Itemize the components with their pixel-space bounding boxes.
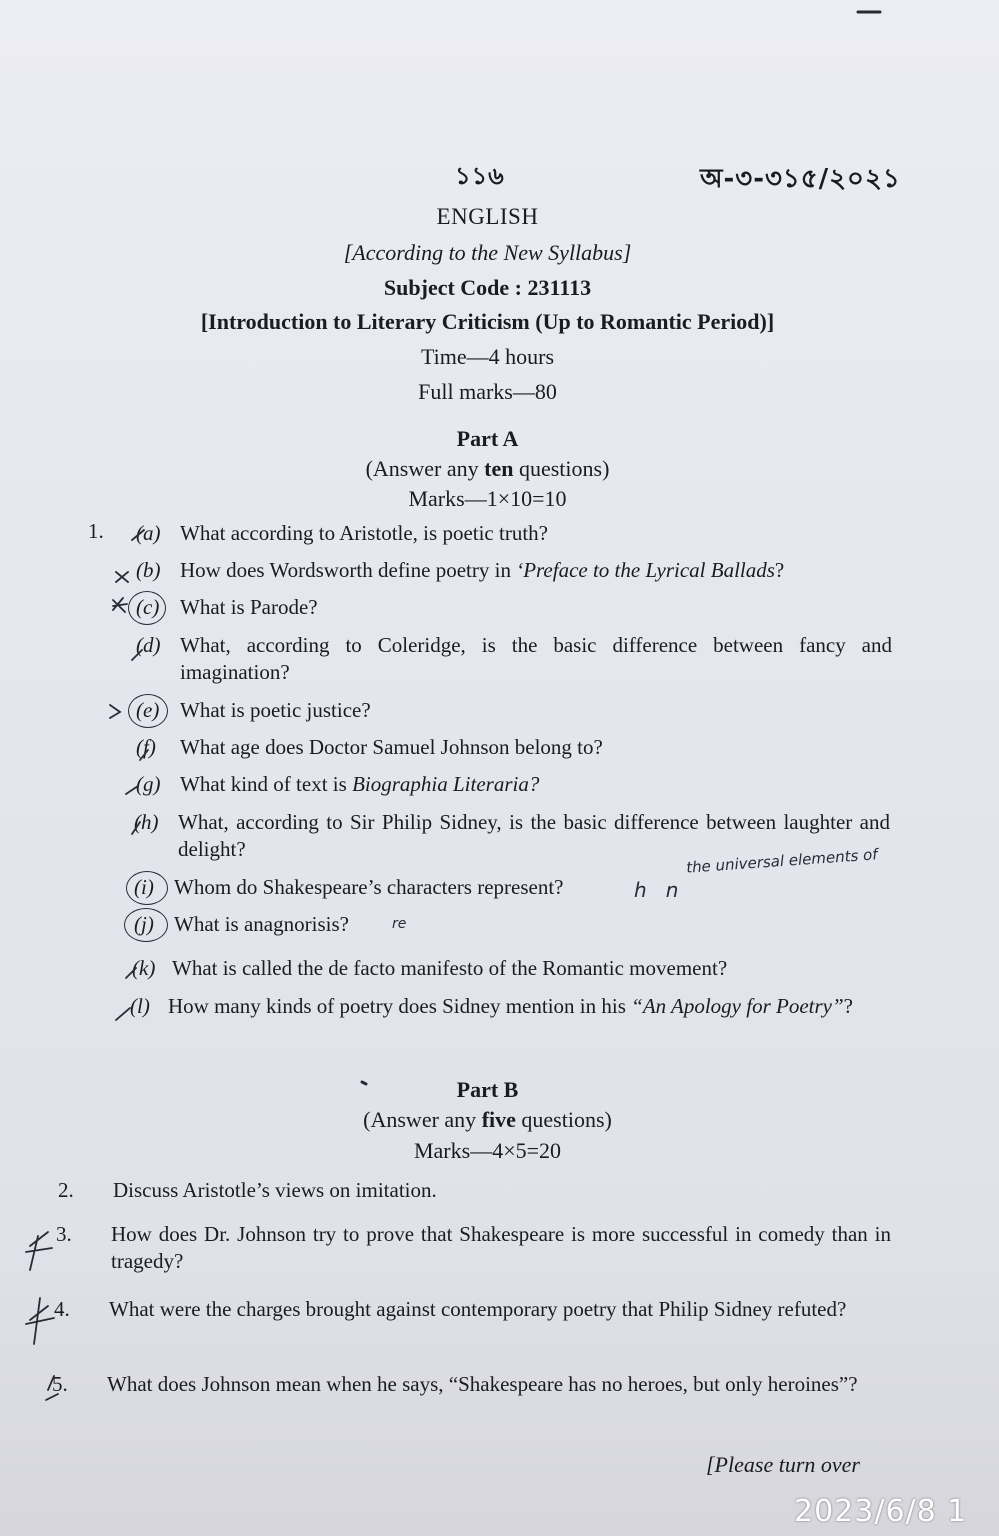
- full-marks: Full marks—80: [418, 379, 557, 404]
- subject-code: Subject Code : 231113: [383, 275, 592, 300]
- question-1f: [136, 734, 896, 762]
- part-a-title: Part A: [456, 426, 519, 451]
- question-text: How does Dr. Johnson try to prove that Shakespeare is more successful in comedy than in tragedy?: [111, 1222, 891, 1273]
- circle-mark-i: [126, 871, 168, 905]
- subject-title: ENGLISH: [436, 204, 539, 229]
- handwritten-note-j: re: [392, 916, 407, 932]
- handwritten-note-i: the universal elements of: [685, 845, 879, 877]
- question-5: [52, 1371, 887, 1427]
- question-label: (j): [134, 912, 154, 936]
- pen-mark-q3: [26, 1232, 52, 1270]
- question-text: Discuss Aristotle’s views on imitation.: [113, 1178, 437, 1202]
- question-number: 2.: [58, 1178, 74, 1202]
- question-1k: [132, 955, 892, 983]
- circle-mark-e: [128, 694, 168, 728]
- question-label: (d): [136, 633, 161, 657]
- part-a-instruction: (Answer any ten questions): [365, 456, 610, 481]
- question-text: What, according to Coleridge, is the basic difference between fancy and imagination?: [180, 633, 892, 684]
- question-1c: [136, 594, 896, 622]
- question-3: [56, 1221, 891, 1277]
- question-1j: [134, 911, 894, 939]
- question-text: How many kinds of poetry does Sidney mention in his “An Apology for Poetry”?: [168, 994, 853, 1018]
- turn-over-note: [Please turn over: [706, 1452, 860, 1477]
- question-text: What is called the de facto manifesto of the Romantic movement?: [172, 956, 728, 980]
- question-1i: [134, 874, 894, 902]
- question-label: (h): [134, 810, 159, 834]
- circle-mark-j: [124, 908, 168, 942]
- question-4: [54, 1296, 889, 1352]
- question-label: (i): [134, 875, 154, 899]
- question-1e: [136, 697, 896, 725]
- question-text: Whom do Shakespeare’s characters represent?: [174, 875, 564, 899]
- part-b-instruction: (Answer any five questions): [363, 1107, 612, 1132]
- question-text: What is poetic justice?: [180, 698, 371, 722]
- question-1d: [136, 632, 896, 688]
- circle-mark-c: [128, 591, 166, 625]
- question-text: What were the charges brought against contemporary poetry that Philip Sidney refuted?: [109, 1297, 847, 1321]
- question-label: (a): [136, 521, 161, 545]
- question-1a: [136, 520, 896, 548]
- question-label: (k): [132, 956, 156, 980]
- question-label: (c): [136, 595, 160, 619]
- exam-time: Time—4 hours: [420, 344, 555, 369]
- question-1g: [136, 771, 896, 799]
- question-number-1: 1.: [88, 519, 104, 543]
- question-label: (b): [136, 558, 161, 582]
- question-text: What does Johnson mean when he says, “Shakespeare has no heroes, but only heroines”?: [107, 1372, 858, 1396]
- question-number: 5.: [52, 1372, 68, 1396]
- question-text: What, according to Sir Philip Sidney, is the basic difference between laughter and delight?: [178, 810, 890, 861]
- part-b-marks: Marks—4×5=20: [413, 1138, 562, 1163]
- part-a-marks: Marks—1×10=10: [408, 486, 567, 511]
- question-2: [58, 1177, 893, 1205]
- question-1l: [130, 993, 890, 1049]
- syllabus-note: [According to the New Syllabus]: [343, 240, 632, 265]
- question-number: 4.: [54, 1297, 70, 1321]
- course-title: [Introduction to Literary Criticism (Up to Romantic Period)]: [200, 309, 775, 334]
- question-label: (e): [136, 698, 160, 722]
- cross-mark-e: [110, 705, 120, 718]
- question-number: 3.: [56, 1222, 72, 1246]
- question-text: What is anagnorisis?: [174, 912, 349, 936]
- photo-timestamp: 2023/6/8 1: [794, 1494, 968, 1529]
- header-codes: [0, 150, 999, 200]
- question-label: (l): [130, 994, 150, 1018]
- question-text: What according to Aristotle, is poetic truth?: [180, 521, 548, 545]
- question-text: How does Wordsworth define poetry in ‘Preface to the Lyrical Ballads?: [180, 558, 785, 582]
- cross-mark-b: [116, 572, 128, 582]
- question-label: (f): [136, 735, 156, 759]
- paper-code: অ-৩-৩১৫/২০২১: [700, 164, 901, 194]
- question-text: What kind of text is Biographia Literaria?: [180, 772, 540, 796]
- question-text: What is Parode?: [180, 595, 318, 619]
- part-b-title: Part B: [456, 1077, 519, 1102]
- handwritten-marks-i: h n: [634, 878, 679, 902]
- question-text: What age does Doctor Samuel Johnson belong to?: [180, 735, 603, 759]
- question-1b: [136, 557, 896, 585]
- pen-mark-q4: [26, 1298, 54, 1344]
- tick-mark-l: [116, 1008, 130, 1020]
- question-label: (g): [136, 772, 161, 796]
- cross-mark-c: [113, 598, 127, 612]
- paper-number: ১১৬: [455, 162, 505, 190]
